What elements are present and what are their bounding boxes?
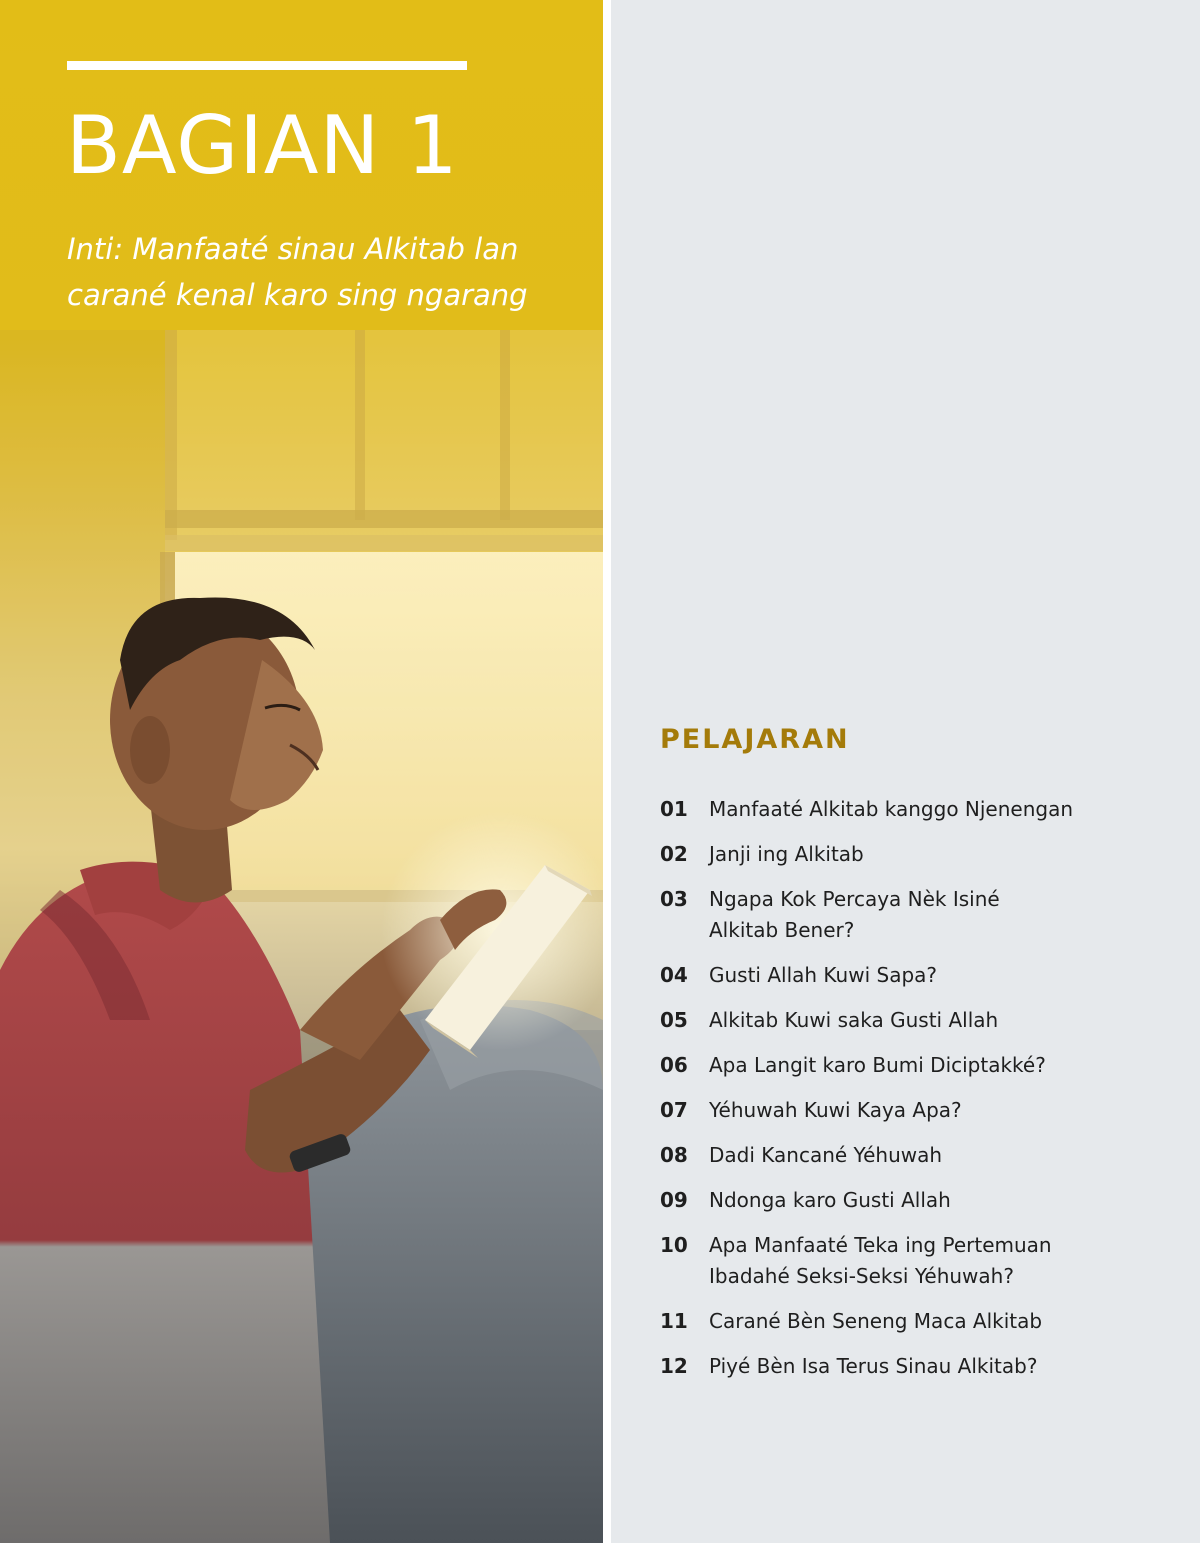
lesson-title: Yéhuwah Kuwi Kaya Apa? [709, 1098, 962, 1122]
lesson-title: Manfaaté Alkitab kanggo Njenengan [709, 797, 1074, 821]
lesson-title: Ngapa Kok Percaya Nèk Isiné Alkitab Bener? [709, 887, 1000, 942]
lesson-number: 03 [660, 887, 688, 911]
part-title: BAGIAN 1 [66, 99, 459, 192]
lesson-item [660, 1230, 1180, 1292]
lesson-number: 02 [660, 842, 688, 866]
top-rule [67, 61, 467, 70]
lesson-item [660, 884, 1180, 946]
lesson-number: 11 [660, 1309, 688, 1333]
panel-divider [603, 0, 611, 1543]
lesson-item [660, 960, 1180, 991]
lesson-number: 10 [660, 1233, 688, 1257]
lesson-title: Dadi Kancané Yéhuwah [709, 1143, 943, 1167]
lesson-item [660, 1185, 1180, 1216]
lesson-number: 04 [660, 963, 688, 987]
lesson-number: 06 [660, 1053, 688, 1077]
lesson-title: Janji ing Alkitab [709, 842, 864, 866]
lesson-title: Gusti Allah Kuwi Sapa? [709, 963, 938, 987]
lesson-item [660, 1351, 1180, 1382]
lesson-item [660, 1050, 1180, 1081]
lesson-title: Apa Manfaaté Teka ing Pertemuan Ibadahé Seksi-Seksi Yéhuwah? [709, 1233, 1052, 1288]
lesson-number: 08 [660, 1143, 688, 1167]
lesson-item [660, 1140, 1180, 1171]
lesson-title: Piyé Bèn Isa Terus Sinau Alkitab? [709, 1354, 1038, 1378]
lesson-title: Alkitab Kuwi saka Gusti Allah [709, 1008, 999, 1032]
lesson-number: 01 [660, 797, 688, 821]
lesson-number: 12 [660, 1354, 688, 1378]
part-subtitle: Inti: Manfaaté sinau Alkitab lan carané kenal karo sing ngarang [67, 232, 528, 312]
lesson-title: Apa Langit karo Bumi Diciptakké? [709, 1053, 1046, 1077]
lesson-list [660, 794, 1180, 1396]
lesson-item [660, 1095, 1180, 1126]
lessons-heading: PELAJARAN [660, 724, 850, 755]
lesson-title: Ndonga karo Gusti Allah [709, 1188, 951, 1212]
lesson-number: 09 [660, 1188, 688, 1212]
lesson-title: Carané Bèn Seneng Maca Alkitab [709, 1309, 1043, 1333]
lesson-number: 07 [660, 1098, 688, 1122]
illustration-young-man-reading-bible [0, 330, 603, 1543]
lesson-item [660, 839, 1180, 870]
lesson-item [660, 1005, 1180, 1036]
lesson-item [660, 794, 1180, 825]
lesson-item [660, 1306, 1180, 1337]
lesson-number: 05 [660, 1008, 688, 1032]
